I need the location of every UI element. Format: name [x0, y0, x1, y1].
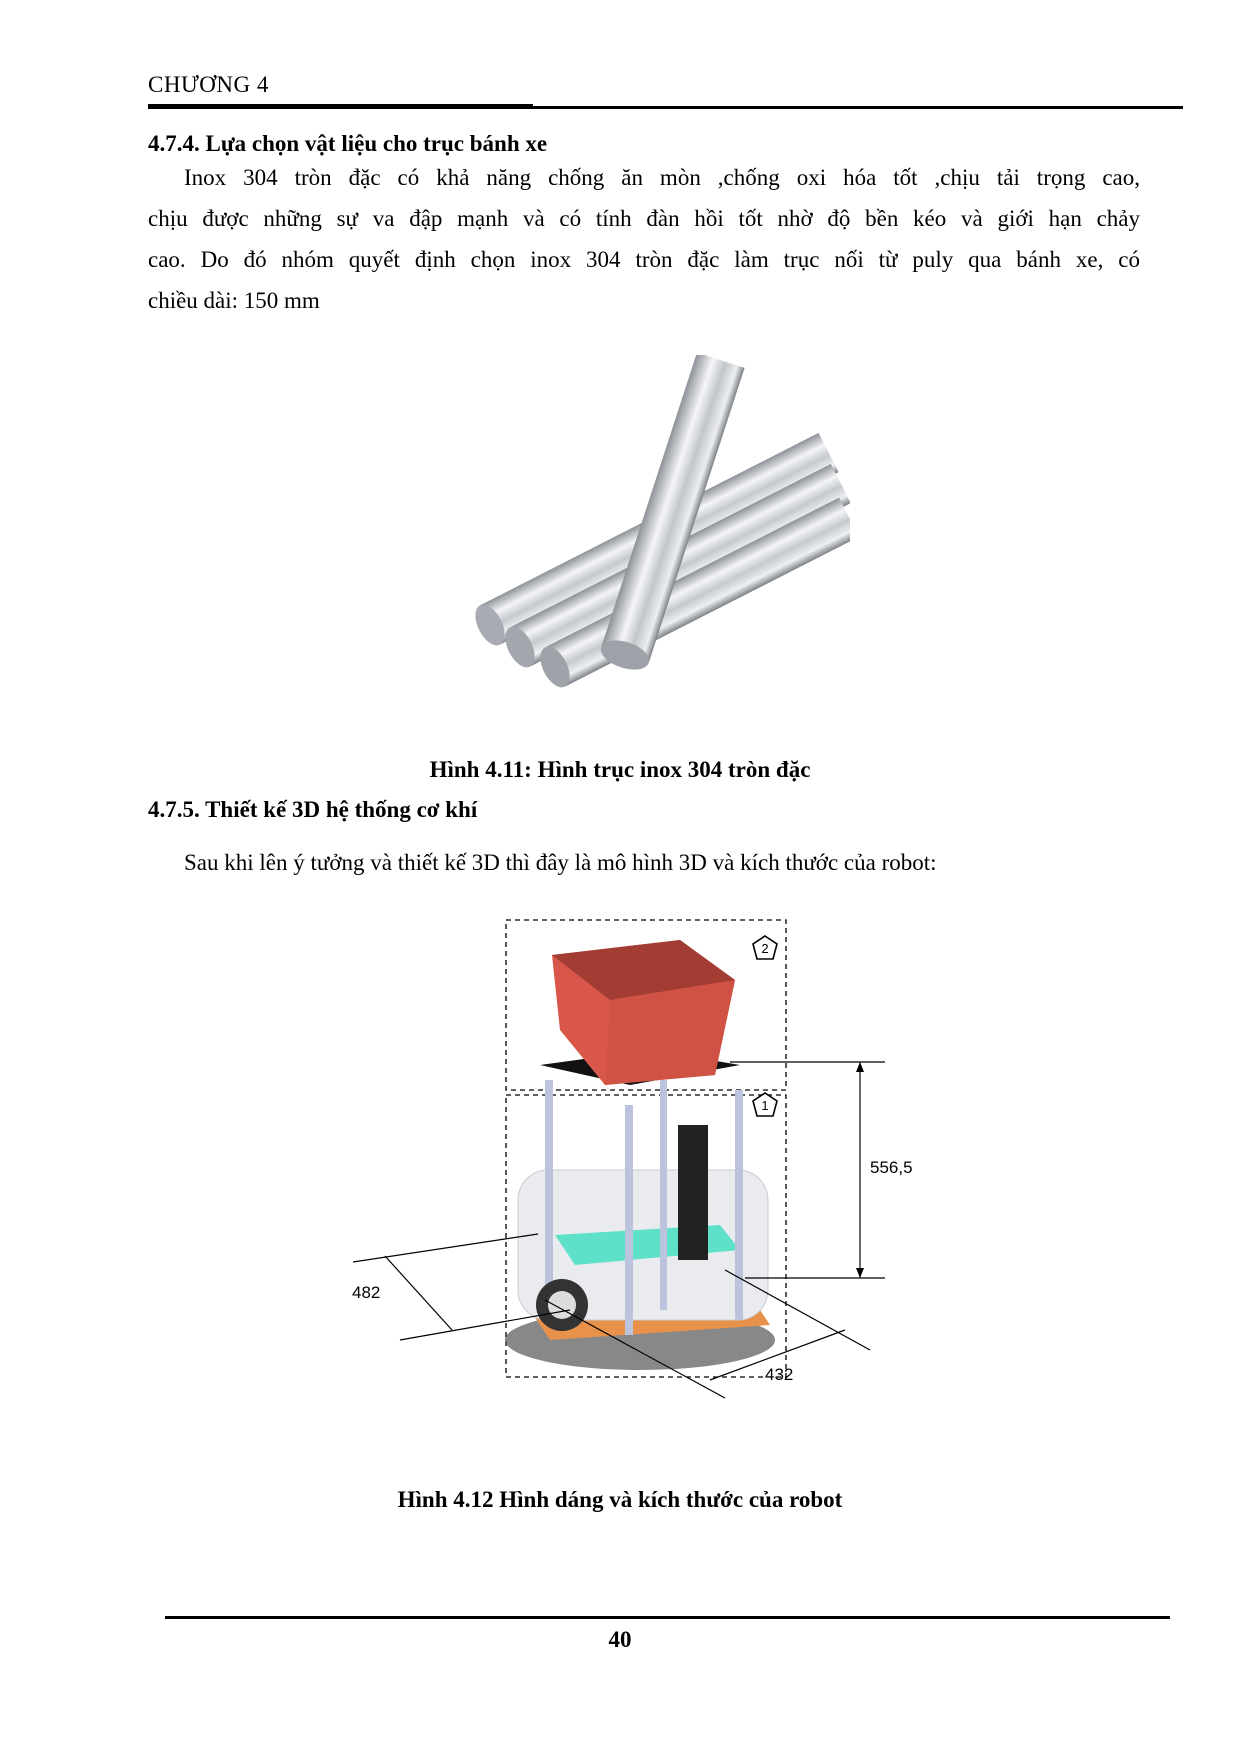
paragraph-line: cao. Do đó nhóm quyết định chọn inox 304 tròn đặc làm trục nối từ puly qua bánh xe, có	[148, 247, 1140, 272]
inox-rods-image	[460, 355, 850, 715]
paragraph-line: chịu được những sự va đập mạnh và có tính đàn hồi tốt nhờ độ bền kéo và giới hạn chảy	[148, 206, 1140, 231]
figure-caption-4-11: Hình 4.11: Hình trục inox 304 tròn đặc	[429, 757, 811, 782]
robot-3d-diagram	[340, 900, 940, 1460]
section-paragraph-4-7-4	[148, 157, 1140, 321]
page-number: 40	[608, 1627, 632, 1652]
depth-dimension-label: 482	[352, 1283, 381, 1302]
chapter-header: CHƯƠNG 4	[148, 72, 269, 97]
paragraph-line: Inox 304 tròn đặc có khả năng chống ăn mòn ,chống oxi hóa tốt ,chịu tải trọng cao,	[184, 165, 1140, 190]
section-heading-4-7-4: 4.7.4. Lựa chọn vật liệu cho trục bánh xe	[148, 131, 548, 156]
width-dimension-label: 432	[765, 1365, 794, 1384]
module-1-label: 1	[761, 1098, 769, 1113]
module-2-label: 2	[761, 941, 769, 956]
section-heading-4-7-5: 4.7.5. Thiết kế 3D hệ thống cơ khí	[148, 797, 478, 822]
footer-rule	[165, 1616, 1170, 1619]
height-dimension-label: 556,5	[870, 1158, 913, 1177]
paragraph-line: chiều dài: 150 mm	[148, 288, 320, 313]
header-rule-thick	[148, 104, 533, 109]
section-paragraph-4-7-5: Sau khi lên ý tưởng và thiết kế 3D thì đây là mô hình 3D và kích thước của robot:	[184, 850, 937, 875]
figure-caption-4-12: Hình 4.12 Hình dáng và kích thước của robot	[397, 1487, 843, 1512]
